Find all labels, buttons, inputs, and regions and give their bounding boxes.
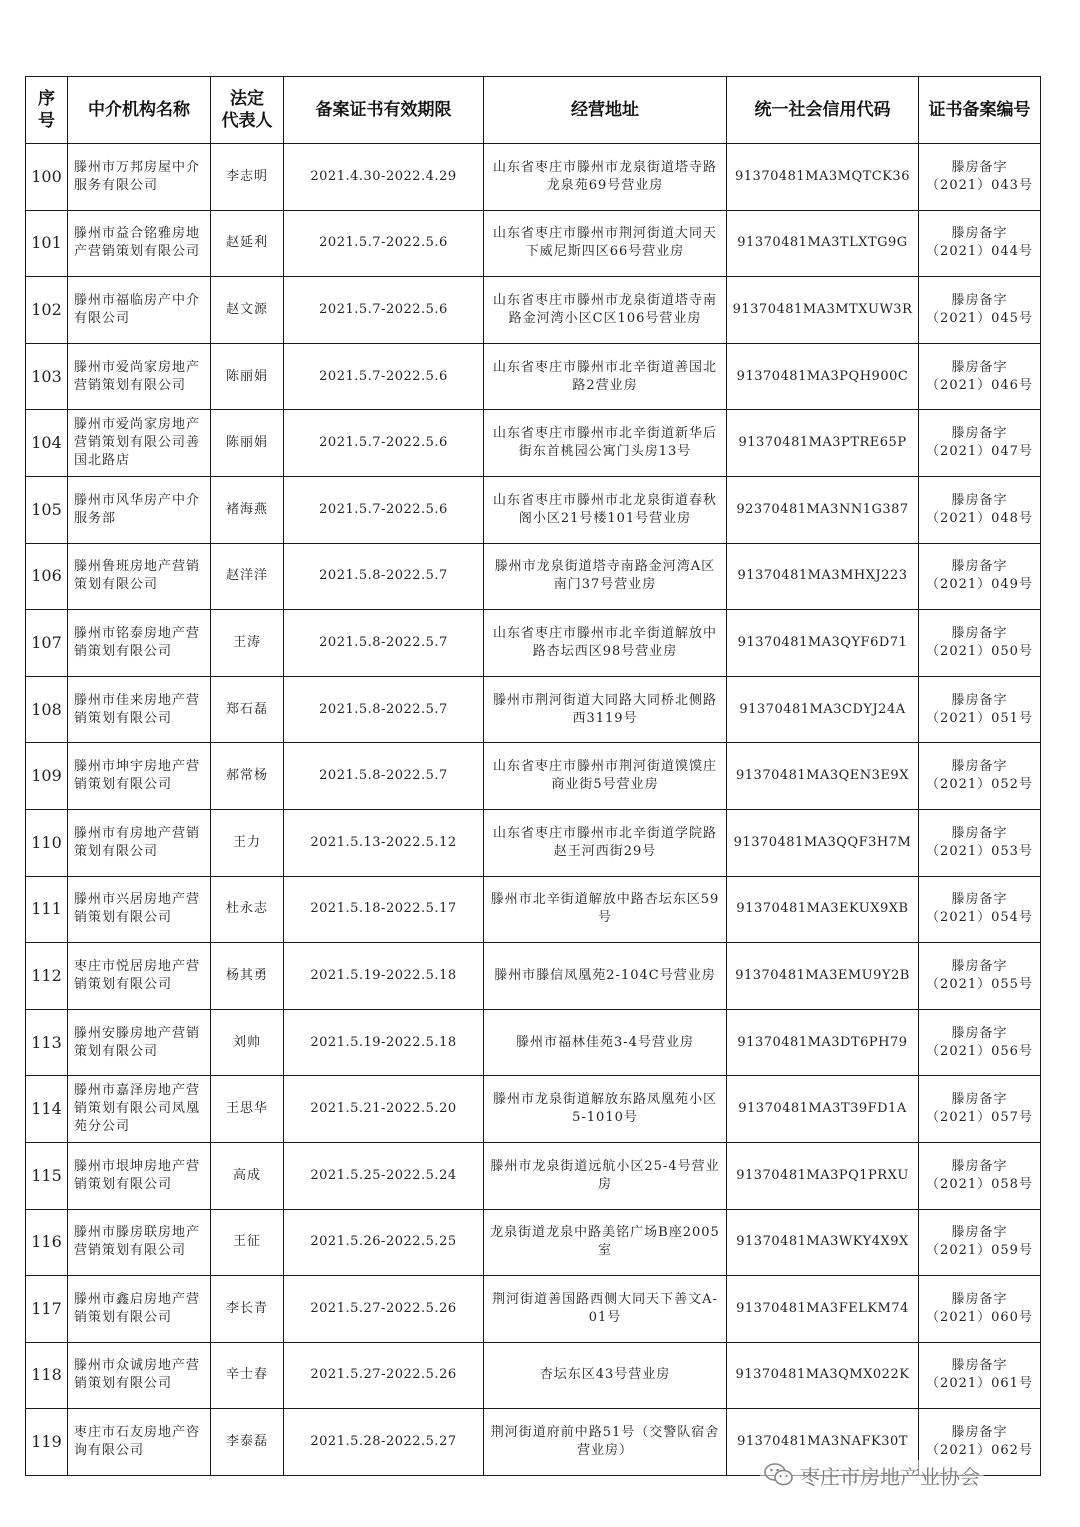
- cell-agency-name: 滕州市坤宇房地产营销策划有限公司: [68, 743, 211, 810]
- cell-validity: 2021.5.26-2022.5.25: [284, 1209, 484, 1276]
- cell-agency-name: 枣庄市石友房地产咨询有限公司: [68, 1409, 211, 1476]
- cell-seq: 102: [26, 277, 68, 344]
- table-row: [26, 1342, 1041, 1409]
- header-agency-name: 中介机构名称: [68, 77, 211, 144]
- cell-validity: 2021.5.27-2022.5.26: [284, 1276, 484, 1343]
- cell-address: 山东省枣庄市滕州市北龙泉街道春秋阁小区21号楼101号营业房: [484, 476, 727, 543]
- cell-address: 山东省枣庄市滕州市荆河街道馍馍庄商业街5号营业房: [484, 743, 727, 810]
- cell-seq: 103: [26, 343, 68, 410]
- cell-seq: 116: [26, 1209, 68, 1276]
- cell-seq: 118: [26, 1342, 68, 1409]
- wechat-icon: [764, 1462, 794, 1488]
- cell-legal-rep: 陈丽娟: [211, 410, 284, 477]
- cell-agency-name: 滕州市兴居房地产营销策划有限公司: [68, 876, 211, 943]
- cell-address: 荆河街道善国路西侧大同天下善文A-01号: [484, 1276, 727, 1343]
- cell-validity: 2021.5.19-2022.5.18: [284, 943, 484, 1010]
- header-validity: 备案证书有效期限: [284, 77, 484, 144]
- cell-legal-rep: 郑石磊: [211, 676, 284, 743]
- table-row: [26, 210, 1041, 277]
- cell-cert-number: 滕房备字 （2021）047号: [919, 410, 1041, 477]
- table-row: [26, 144, 1041, 211]
- cell-legal-rep: 刘帅: [211, 1009, 284, 1076]
- cell-agency-name: 滕州市福临房产中介有限公司: [68, 277, 211, 344]
- cell-address: 滕州市福林佳苑3-4号营业房: [484, 1009, 727, 1076]
- cell-credit-code: 91370481MA3DT6PH79: [727, 1009, 919, 1076]
- cell-address: 滕州市龙泉街道塔寺南路金河湾A区南门37号营业房: [484, 543, 727, 610]
- header-seq: 序 号: [26, 77, 68, 144]
- cell-validity: 2021.5.7-2022.5.6: [284, 476, 484, 543]
- cell-address: 荆河街道府前中路51号（交警队宿舍营业房）: [484, 1409, 727, 1476]
- cell-legal-rep: 褚海燕: [211, 476, 284, 543]
- cell-legal-rep: 辛士春: [211, 1342, 284, 1409]
- cell-cert-number: 滕房备字 （2021）055号: [919, 943, 1041, 1010]
- table-row: [26, 943, 1041, 1010]
- cell-legal-rep: 王征: [211, 1209, 284, 1276]
- header-cert-number: 证书备案编号: [919, 77, 1041, 144]
- cell-validity: 2021.5.8-2022.5.7: [284, 610, 484, 677]
- cell-credit-code: 91370481MA3PQH900C: [727, 343, 919, 410]
- cell-agency-name: 滕州市铭泰房地产营销策划有限公司: [68, 610, 211, 677]
- cell-cert-number: 滕房备字 （2021）056号: [919, 1009, 1041, 1076]
- cell-legal-rep: 陈丽娟: [211, 343, 284, 410]
- cell-agency-name: 滕州市风华房产中介服务部: [68, 476, 211, 543]
- cell-seq: 104: [26, 410, 68, 477]
- cell-credit-code: 91370481MA3EKUX9XB: [727, 876, 919, 943]
- cell-seq: 114: [26, 1076, 68, 1143]
- cell-credit-code: 92370481MA3NN1G387: [727, 476, 919, 543]
- table-row: [26, 343, 1041, 410]
- cell-validity: 2021.5.7-2022.5.6: [284, 210, 484, 277]
- table-row: [26, 476, 1041, 543]
- cell-agency-name: 滕州市垠坤房地产营销策划有限公司: [68, 1142, 211, 1209]
- cell-address: 山东省枣庄市滕州市北辛街道解放中路杏坛西区98号营业房: [484, 610, 727, 677]
- cell-agency-name: 滕州市万邦房屋中介服务有限公司: [68, 144, 211, 211]
- cell-validity: 2021.5.21-2022.5.20: [284, 1076, 484, 1143]
- registry-table-container: [25, 76, 1040, 1476]
- cell-credit-code: 91370481MA3PQ1PRXU: [727, 1142, 919, 1209]
- cell-cert-number: 滕房备字 （2021）060号: [919, 1276, 1041, 1343]
- cell-cert-number: 滕房备字 （2021）048号: [919, 476, 1041, 543]
- registry-table: [25, 76, 1041, 1476]
- table-row: [26, 1076, 1041, 1143]
- table-row: [26, 1209, 1041, 1276]
- cell-cert-number: 滕房备字 （2021）062号: [919, 1409, 1041, 1476]
- cell-cert-number: 滕房备字 （2021）043号: [919, 144, 1041, 211]
- header-address: 经营地址: [484, 77, 727, 144]
- cell-agency-name: 滕州市爱尚家房地产营销策划有限公司善国北路店: [68, 410, 211, 477]
- cell-legal-rep: 郝常杨: [211, 743, 284, 810]
- cell-validity: 2021.5.8-2022.5.7: [284, 743, 484, 810]
- cell-address: 滕州市北辛街道解放中路杏坛东区59号: [484, 876, 727, 943]
- cell-address: 滕州市荆河街道大同路大同桥北侧路西3119号: [484, 676, 727, 743]
- cell-credit-code: 91370481MA3TLXTG9G: [727, 210, 919, 277]
- cell-validity: 2021.5.8-2022.5.7: [284, 676, 484, 743]
- cell-legal-rep: 王思华: [211, 1076, 284, 1143]
- cell-cert-number: 滕房备字 （2021）044号: [919, 210, 1041, 277]
- cell-seq: 101: [26, 210, 68, 277]
- cell-credit-code: 91370481MA3CDYJ24A: [727, 676, 919, 743]
- cell-validity: 2021.5.28-2022.5.27: [284, 1409, 484, 1476]
- cell-credit-code: 91370481MA3MTXUW3R: [727, 277, 919, 344]
- cell-credit-code: 91370481MA3PTRE65P: [727, 410, 919, 477]
- cell-address: 山东省枣庄市滕州市龙泉街道塔寺路龙泉苑69号营业房: [484, 144, 727, 211]
- cell-credit-code: 91370481MA3QYF6D71: [727, 610, 919, 677]
- cell-validity: 2021.5.13-2022.5.12: [284, 809, 484, 876]
- table-row: [26, 676, 1041, 743]
- table-row: [26, 410, 1041, 477]
- cell-cert-number: 滕房备字 （2021）061号: [919, 1342, 1041, 1409]
- cell-legal-rep: 赵延利: [211, 210, 284, 277]
- cell-credit-code: 91370481MA3QQF3H7M: [727, 809, 919, 876]
- cell-legal-rep: 李泰磊: [211, 1409, 284, 1476]
- cell-seq: 106: [26, 543, 68, 610]
- table-row: [26, 809, 1041, 876]
- table-row: [26, 1009, 1041, 1076]
- header-legal-rep: 法定 代表人: [211, 77, 284, 144]
- cell-validity: 2021.5.7-2022.5.6: [284, 343, 484, 410]
- watermark-text: 枣庄市房地产业协会: [800, 1464, 980, 1489]
- watermark: [760, 1460, 984, 1490]
- cell-address: 山东省枣庄市滕州市北辛街道学院路赵王河西街29号: [484, 809, 727, 876]
- cell-seq: 117: [26, 1276, 68, 1343]
- cell-legal-rep: 赵洋洋: [211, 543, 284, 610]
- cell-cert-number: 滕房备字 （2021）049号: [919, 543, 1041, 610]
- table-row: [26, 1276, 1041, 1343]
- cell-legal-rep: 王力: [211, 809, 284, 876]
- cell-credit-code: 91370481MA3MHXJ223: [727, 543, 919, 610]
- cell-legal-rep: 高成: [211, 1142, 284, 1209]
- cell-validity: 2021.5.27-2022.5.26: [284, 1342, 484, 1409]
- cell-cert-number: 滕房备字 （2021）045号: [919, 277, 1041, 344]
- cell-legal-rep: 王涛: [211, 610, 284, 677]
- cell-credit-code: 91370481MA3MQTCK36: [727, 144, 919, 211]
- cell-agency-name: 滕州市有房地产营销策划有限公司: [68, 809, 211, 876]
- cell-cert-number: 滕房备字 （2021）053号: [919, 809, 1041, 876]
- cell-seq: 112: [26, 943, 68, 1010]
- cell-legal-rep: 杜永志: [211, 876, 284, 943]
- cell-address: 山东省枣庄市滕州市北辛街道善国北路2营业房: [484, 343, 727, 410]
- cell-agency-name: 滕州安滕房地产营销策划有限公司: [68, 1009, 211, 1076]
- header-credit-code: 统一社会信用代码: [727, 77, 919, 144]
- table-row: [26, 876, 1041, 943]
- cell-seq: 107: [26, 610, 68, 677]
- cell-cert-number: 滕房备字 （2021）052号: [919, 743, 1041, 810]
- cell-agency-name: 滕州鲁班房地产营销策划有限公司: [68, 543, 211, 610]
- table-row: [26, 543, 1041, 610]
- cell-cert-number: 滕房备字 （2021）046号: [919, 343, 1041, 410]
- cell-address: 滕州市龙泉街道解放东路凤凰苑小区5-1010号: [484, 1076, 727, 1143]
- cell-seq: 115: [26, 1142, 68, 1209]
- cell-seq: 111: [26, 876, 68, 943]
- cell-legal-rep: 李长青: [211, 1276, 284, 1343]
- cell-cert-number: 滕房备字 （2021）051号: [919, 676, 1041, 743]
- cell-legal-rep: 赵文源: [211, 277, 284, 344]
- table-body: [26, 144, 1041, 1476]
- cell-validity: 2021.4.30-2022.4.29: [284, 144, 484, 211]
- cell-cert-number: 滕房备字 （2021）059号: [919, 1209, 1041, 1276]
- table-row: [26, 1142, 1041, 1209]
- table-row: [26, 743, 1041, 810]
- cell-cert-number: 滕房备字 （2021）050号: [919, 610, 1041, 677]
- cell-address: 龙泉街道龙泉中路美铭广场B座2005室: [484, 1209, 727, 1276]
- cell-validity: 2021.5.19-2022.5.18: [284, 1009, 484, 1076]
- cell-credit-code: 91370481MA3EMU9Y2B: [727, 943, 919, 1010]
- cell-seq: 105: [26, 476, 68, 543]
- cell-agency-name: 滕州市佳来房地产营销策划有限公司: [68, 676, 211, 743]
- cell-cert-number: 滕房备字 （2021）057号: [919, 1076, 1041, 1143]
- cell-seq: 113: [26, 1009, 68, 1076]
- cell-seq: 109: [26, 743, 68, 810]
- cell-agency-name: 滕州市众诚房地产营销策划有限公司: [68, 1342, 211, 1409]
- cell-credit-code: 91370481MA3T39FD1A: [727, 1076, 919, 1143]
- table-row: [26, 277, 1041, 344]
- cell-seq: 100: [26, 144, 68, 211]
- cell-validity: 2021.5.8-2022.5.7: [284, 543, 484, 610]
- cell-agency-name: 滕州市嘉泽房地产营销策划有限公司凤凰苑分公司: [68, 1076, 211, 1143]
- cell-seq: 119: [26, 1409, 68, 1476]
- cell-credit-code: 91370481MA3QMX022K: [727, 1342, 919, 1409]
- cell-address: 山东省枣庄市滕州市龙泉街道塔寺南路金河湾小区C区106号营业房: [484, 277, 727, 344]
- cell-credit-code: 91370481MA3NAFK30T: [727, 1409, 919, 1476]
- cell-seq: 110: [26, 809, 68, 876]
- cell-validity: 2021.5.7-2022.5.6: [284, 277, 484, 344]
- cell-credit-code: 91370481MA3FELKM74: [727, 1276, 919, 1343]
- cell-agency-name: 滕州市爱尚家房地产营销策划有限公司: [68, 343, 211, 410]
- cell-agency-name: 滕州市益合铭雅房地产营销策划有限公司: [68, 210, 211, 277]
- cell-agency-name: 滕州市鑫启房地产营销策划有限公司: [68, 1276, 211, 1343]
- cell-address: 杏坛东区43号营业房: [484, 1342, 727, 1409]
- cell-legal-rep: 杨其勇: [211, 943, 284, 1010]
- cell-address: 山东省枣庄市滕州市北辛街道新华后街东首桃园公寓门头房13号: [484, 410, 727, 477]
- cell-validity: 2021.5.7-2022.5.6: [284, 410, 484, 477]
- cell-cert-number: 滕房备字 （2021）054号: [919, 876, 1041, 943]
- cell-seq: 108: [26, 676, 68, 743]
- cell-validity: 2021.5.18-2022.5.17: [284, 876, 484, 943]
- cell-validity: 2021.5.25-2022.5.24: [284, 1142, 484, 1209]
- cell-credit-code: 91370481MA3WKY4X9X: [727, 1209, 919, 1276]
- cell-address: 滕州市滕信凤凰苑2-104C号营业房: [484, 943, 727, 1010]
- table-row: [26, 610, 1041, 677]
- cell-agency-name: 枣庄市悦居房地产营销策划有限公司: [68, 943, 211, 1010]
- cell-legal-rep: 李志明: [211, 144, 284, 211]
- cell-credit-code: 91370481MA3QEN3E9X: [727, 743, 919, 810]
- cell-agency-name: 滕州市滕房联房地产营销策划有限公司: [68, 1209, 211, 1276]
- cell-address: 滕州市龙泉街道远航小区25-4号营业房: [484, 1142, 727, 1209]
- cell-address: 山东省枣庄市滕州市荆河街道大同天下威尼斯四区66号营业房: [484, 210, 727, 277]
- cell-cert-number: 滕房备字 （2021）058号: [919, 1142, 1041, 1209]
- table-header-row: [26, 77, 1041, 144]
